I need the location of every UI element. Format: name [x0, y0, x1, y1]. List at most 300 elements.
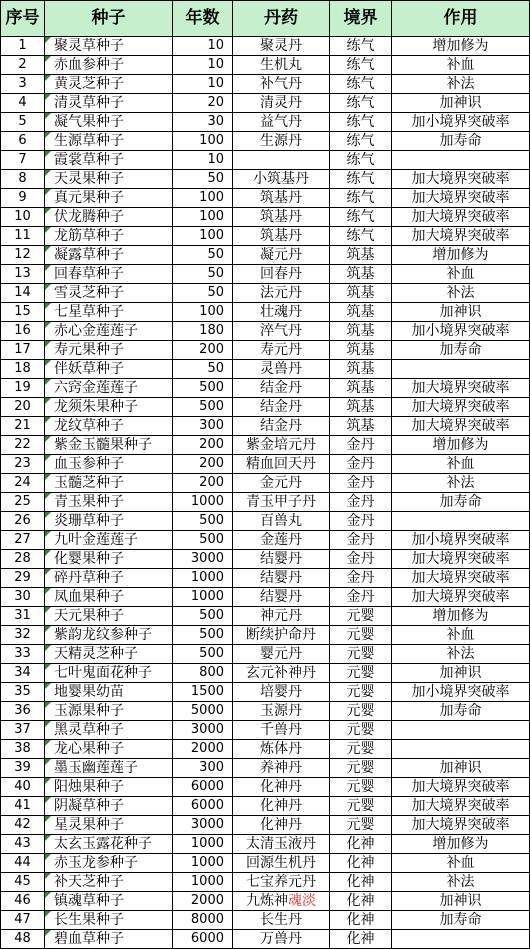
cell-effect[interactable]: 加大境界突破率: [392, 379, 530, 398]
cell-pill[interactable]: 结金丹: [233, 417, 330, 436]
cell-effect[interactable]: 加大境界突破率: [392, 208, 530, 227]
cell-no[interactable]: 48: [1, 930, 45, 949]
cell-realm[interactable]: 化神: [330, 930, 392, 949]
cell-effect[interactable]: 补法: [392, 645, 530, 664]
cell-effect[interactable]: 增加修为: [392, 37, 530, 56]
cell-realm[interactable]: 元婴: [330, 816, 392, 835]
cell-seed[interactable]: 碧血草种子: [45, 930, 173, 949]
cell-seed[interactable]: 聚灵草种子: [45, 37, 173, 56]
cell-no[interactable]: 27: [1, 531, 45, 550]
cell-realm[interactable]: 金丹: [330, 531, 392, 550]
cell-no[interactable]: 5: [1, 113, 45, 132]
cell-pill[interactable]: 百兽丸: [233, 512, 330, 531]
cell-pill[interactable]: 神元丹: [233, 607, 330, 626]
cell-effect[interactable]: 补血: [392, 626, 530, 645]
cell-pill[interactable]: 金莲丹: [233, 531, 330, 550]
header-cell-effect[interactable]: 作用: [392, 1, 530, 37]
cell-years[interactable]: 100: [173, 208, 233, 227]
cell-pill[interactable]: 化神丹: [233, 778, 330, 797]
cell-years[interactable]: 50: [173, 360, 233, 379]
cell-seed[interactable]: 清灵草种子: [45, 94, 173, 113]
cell-seed[interactable]: 镇魂草种子: [45, 892, 173, 911]
cell-realm[interactable]: 金丹: [330, 569, 392, 588]
cell-effect[interactable]: [392, 740, 530, 759]
cell-effect[interactable]: 补血: [392, 265, 530, 284]
cell-years[interactable]: 1000: [173, 588, 233, 607]
cell-no[interactable]: 20: [1, 398, 45, 417]
cell-effect[interactable]: 加大境界突破率: [392, 550, 530, 569]
cell-years[interactable]: 500: [173, 645, 233, 664]
cell-years[interactable]: 500: [173, 607, 233, 626]
cell-seed[interactable]: 六窍金莲莲子: [45, 379, 173, 398]
cell-realm[interactable]: 金丹: [330, 512, 392, 531]
cell-years[interactable]: 200: [173, 436, 233, 455]
cell-no[interactable]: 10: [1, 208, 45, 227]
cell-years[interactable]: 180: [173, 322, 233, 341]
cell-realm[interactable]: 金丹: [330, 588, 392, 607]
cell-seed[interactable]: 天精灵芝种子: [45, 645, 173, 664]
cell-no[interactable]: 15: [1, 303, 45, 322]
cell-seed[interactable]: 血玉参种子: [45, 455, 173, 474]
cell-realm[interactable]: 练气: [330, 75, 392, 94]
header-cell-realm[interactable]: 境界: [330, 1, 392, 37]
cell-seed[interactable]: 阴凝草种子: [45, 797, 173, 816]
header-cell-seed[interactable]: 种子: [45, 1, 173, 37]
cell-pill[interactable]: 培婴丹: [233, 683, 330, 702]
cell-effect[interactable]: 加神识: [392, 94, 530, 113]
cell-effect[interactable]: 加寿命: [392, 702, 530, 721]
cell-pill[interactable]: [233, 151, 330, 170]
cell-seed[interactable]: 霞裳草种子: [45, 151, 173, 170]
cell-effect[interactable]: 加神识: [392, 303, 530, 322]
cell-no[interactable]: 1: [1, 37, 45, 56]
cell-realm[interactable]: 练气: [330, 56, 392, 75]
cell-seed[interactable]: 龙心果种子: [45, 740, 173, 759]
cell-seed[interactable]: 龙须朱果种子: [45, 398, 173, 417]
cell-years[interactable]: 6000: [173, 797, 233, 816]
cell-years[interactable]: 1000: [173, 854, 233, 873]
cell-note-marker: [45, 379, 51, 385]
cell-effect[interactable]: 加神识: [392, 664, 530, 683]
cell-years[interactable]: 30: [173, 113, 233, 132]
cell-pill[interactable]: 玉源丹: [233, 702, 330, 721]
cell-effect[interactable]: 补法: [392, 873, 530, 892]
cell-seed[interactable]: 炎珊草种子: [45, 512, 173, 531]
cell-effect[interactable]: 补血: [392, 455, 530, 474]
cell-years[interactable]: 300: [173, 417, 233, 436]
cell-seed[interactable]: 伴妖草种子: [45, 360, 173, 379]
cell-note-marker: [45, 436, 51, 442]
cell-effect[interactable]: [392, 930, 530, 949]
cell-pill[interactable]: 万兽丹: [233, 930, 330, 949]
cell-seed[interactable]: 黑灵草种子: [45, 721, 173, 740]
cell-no[interactable]: 39: [1, 759, 45, 778]
cell-pill[interactable]: 结金丹: [233, 398, 330, 417]
cell-seed[interactable]: 七叶鬼面花种子: [45, 664, 173, 683]
cell-no[interactable]: 12: [1, 246, 45, 265]
cell-realm[interactable]: 筑基: [330, 246, 392, 265]
cell-realm[interactable]: 练气: [330, 227, 392, 246]
cell-no[interactable]: 3: [1, 75, 45, 94]
cell-effect[interactable]: 增加修为: [392, 607, 530, 626]
cell-effect[interactable]: 加大境界突破率: [392, 417, 530, 436]
cell-realm[interactable]: 元婴: [330, 683, 392, 702]
cell-seed[interactable]: 青玉果种子: [45, 493, 173, 512]
cell-effect[interactable]: 增加修为: [392, 835, 530, 854]
cell-pill[interactable]: 炼体丹: [233, 740, 330, 759]
cell-pill[interactable]: 结婴丹: [233, 569, 330, 588]
cell-seed[interactable]: 碎丹草种子: [45, 569, 173, 588]
cell-pill[interactable]: 筑基丹: [233, 189, 330, 208]
cell-years[interactable]: 20: [173, 94, 233, 113]
cell-seed[interactable]: 赤心金莲莲子: [45, 322, 173, 341]
cell-no[interactable]: 35: [1, 683, 45, 702]
cell-years[interactable]: 6000: [173, 930, 233, 949]
cell-years[interactable]: 200: [173, 341, 233, 360]
cell-realm[interactable]: 元婴: [330, 721, 392, 740]
cell-seed[interactable]: 星灵果种子: [45, 816, 173, 835]
cell-seed[interactable]: 赤玉龙参种子: [45, 854, 173, 873]
cell-pill[interactable]: 结婴丹: [233, 550, 330, 569]
cell-effect[interactable]: 补血: [392, 56, 530, 75]
cell-no[interactable]: 31: [1, 607, 45, 626]
cell-no[interactable]: 30: [1, 588, 45, 607]
cell-no[interactable]: 13: [1, 265, 45, 284]
cell-years[interactable]: 500: [173, 379, 233, 398]
cell-realm[interactable]: 练气: [330, 37, 392, 56]
cell-years[interactable]: 1000: [173, 569, 233, 588]
cell-realm[interactable]: 练气: [330, 170, 392, 189]
cell-pill[interactable]: 淬气丹: [233, 322, 330, 341]
cell-realm[interactable]: 元婴: [330, 664, 392, 683]
cell-realm[interactable]: 练气: [330, 94, 392, 113]
cell-seed[interactable]: 龙筋草种子: [45, 227, 173, 246]
cell-pill[interactable]: 结婴丹: [233, 588, 330, 607]
cell-pill[interactable]: 筑基丹: [233, 227, 330, 246]
cell-seed[interactable]: 寿元果种子: [45, 341, 173, 360]
cell-realm[interactable]: 化神: [330, 835, 392, 854]
cell-years[interactable]: 1500: [173, 683, 233, 702]
cell-years[interactable]: 2000: [173, 892, 233, 911]
cell-seed[interactable]: 天灵果种子: [45, 170, 173, 189]
cell-no[interactable]: 9: [1, 189, 45, 208]
cell-years[interactable]: 1000: [173, 835, 233, 854]
cell-no[interactable]: 24: [1, 474, 45, 493]
cell-pill[interactable]: 长生丹: [233, 911, 330, 930]
cell-years[interactable]: 1000: [173, 493, 233, 512]
cell-effect[interactable]: 补血: [392, 854, 530, 873]
cell-years[interactable]: 200: [173, 455, 233, 474]
cell-effect[interactable]: [392, 512, 530, 531]
cell-realm[interactable]: 筑基: [330, 360, 392, 379]
cell-realm[interactable]: 练气: [330, 113, 392, 132]
cell-effect[interactable]: 加寿命: [392, 341, 530, 360]
cell-realm[interactable]: 筑基: [330, 398, 392, 417]
cell-seed[interactable]: 七星草种子: [45, 303, 173, 322]
cell-years[interactable]: 100: [173, 303, 233, 322]
cell-no[interactable]: 18: [1, 360, 45, 379]
cell-realm[interactable]: 筑基: [330, 322, 392, 341]
cell-no[interactable]: 25: [1, 493, 45, 512]
cell-pill[interactable]: 结金丹: [233, 379, 330, 398]
cell-years[interactable]: 3000: [173, 816, 233, 835]
cell-effect[interactable]: 补法: [392, 75, 530, 94]
table-row: [1, 626, 530, 645]
cell-years[interactable]: 2000: [173, 740, 233, 759]
cell-effect[interactable]: 加小境界突破率: [392, 683, 530, 702]
cell-no[interactable]: 23: [1, 455, 45, 474]
cell-realm[interactable]: 金丹: [330, 455, 392, 474]
cell-seed[interactable]: 凝露草种子: [45, 246, 173, 265]
cell-years[interactable]: 100: [173, 227, 233, 246]
cell-realm[interactable]: 筑基: [330, 379, 392, 398]
cell-pill[interactable]: 寿元丹: [233, 341, 330, 360]
cell-realm[interactable]: 练气: [330, 208, 392, 227]
cell-seed[interactable]: 化婴果种子: [45, 550, 173, 569]
cell-realm[interactable]: 元婴: [330, 740, 392, 759]
cell-seed[interactable]: 玉髓芝种子: [45, 474, 173, 493]
cell-seed[interactable]: 补天芝种子: [45, 873, 173, 892]
cell-no[interactable]: 46: [1, 892, 45, 911]
cell-pill[interactable]: 太清玉液丹: [233, 835, 330, 854]
cell-no[interactable]: 7: [1, 151, 45, 170]
cell-realm[interactable]: 元婴: [330, 759, 392, 778]
cell-effect[interactable]: 加神识: [392, 892, 530, 911]
cell-realm[interactable]: 元婴: [330, 626, 392, 645]
cell-years[interactable]: 8000: [173, 911, 233, 930]
cell-realm[interactable]: 筑基: [330, 265, 392, 284]
cell-years[interactable]: 800: [173, 664, 233, 683]
cell-no[interactable]: 17: [1, 341, 45, 360]
cell-pill[interactable]: 聚灵丹: [233, 37, 330, 56]
cell-effect[interactable]: [392, 151, 530, 170]
cell-realm[interactable]: 筑基: [330, 341, 392, 360]
header-cell-no[interactable]: 序号: [1, 1, 45, 37]
cell-no[interactable]: 4: [1, 94, 45, 113]
cell-pill[interactable]: 凝元丹: [233, 246, 330, 265]
cell-years[interactable]: 10: [173, 56, 233, 75]
cell-years[interactable]: 500: [173, 531, 233, 550]
cell-no[interactable]: 19: [1, 379, 45, 398]
cell-realm[interactable]: 元婴: [330, 607, 392, 626]
cell-seed[interactable]: 伏龙腾种子: [45, 208, 173, 227]
cell-no[interactable]: 2: [1, 56, 45, 75]
cell-pill[interactable]: 补气丹: [233, 75, 330, 94]
cell-effect[interactable]: 加小境界突破率: [392, 322, 530, 341]
cell-effect[interactable]: 加寿命: [392, 132, 530, 151]
cell-realm[interactable]: 金丹: [330, 474, 392, 493]
cell-years[interactable]: 5000: [173, 702, 233, 721]
cell-realm[interactable]: 化神: [330, 873, 392, 892]
cell-seed[interactable]: 紫金玉髓果种子: [45, 436, 173, 455]
cell-years[interactable]: 100: [173, 189, 233, 208]
cell-pill[interactable]: 九炼神魂淡: [233, 892, 330, 911]
cell-years[interactable]: 1000: [173, 873, 233, 892]
cell-seed[interactable]: 凤血果种子: [45, 588, 173, 607]
cell-realm[interactable]: 筑基: [330, 303, 392, 322]
cell-effect[interactable]: 加大境界突破率: [392, 170, 530, 189]
cell-realm[interactable]: 练气: [330, 132, 392, 151]
cell-no[interactable]: 32: [1, 626, 45, 645]
cell-realm[interactable]: 金丹: [330, 436, 392, 455]
cell-effect[interactable]: [392, 360, 530, 379]
cell-pill[interactable]: 益气丹: [233, 113, 330, 132]
cell-seed[interactable]: 龙纹草种子: [45, 417, 173, 436]
cell-pill[interactable]: 养神丹: [233, 759, 330, 778]
cell-pill[interactable]: 断续护命丹: [233, 626, 330, 645]
cell-no[interactable]: 42: [1, 816, 45, 835]
cell-no[interactable]: 45: [1, 873, 45, 892]
cell-no[interactable]: 6: [1, 132, 45, 151]
cell-pill[interactable]: 灵兽丹: [233, 360, 330, 379]
cell-years[interactable]: 500: [173, 512, 233, 531]
cell-effect[interactable]: 加大境界突破率: [392, 797, 530, 816]
cell-effect[interactable]: 加神识: [392, 759, 530, 778]
cell-pill[interactable]: 化神丹: [233, 797, 330, 816]
header-cell-pill[interactable]: 丹药: [233, 1, 330, 37]
cell-years[interactable]: 50: [173, 170, 233, 189]
cell-seed[interactable]: 玉源果种子: [45, 702, 173, 721]
cell-pill[interactable]: 小筑基丹: [233, 170, 330, 189]
cell-realm[interactable]: 金丹: [330, 550, 392, 569]
cell-realm[interactable]: 练气: [330, 151, 392, 170]
cell-years[interactable]: 10: [173, 75, 233, 94]
cell-years[interactable]: 3000: [173, 721, 233, 740]
cell-pill[interactable]: 筑基丹: [233, 208, 330, 227]
cell-pill[interactable]: 玄元补神丹: [233, 664, 330, 683]
cell-no[interactable]: 28: [1, 550, 45, 569]
cell-years[interactable]: 6000: [173, 778, 233, 797]
cell-pill[interactable]: 清灵丹: [233, 94, 330, 113]
cell-seed[interactable]: 九叶金莲莲子: [45, 531, 173, 550]
cell-no[interactable]: 37: [1, 721, 45, 740]
cell-seed[interactable]: 生源草种子: [45, 132, 173, 151]
cell-seed[interactable]: 天元果种子: [45, 607, 173, 626]
cell-seed[interactable]: 赤血参种子: [45, 56, 173, 75]
cell-no[interactable]: 29: [1, 569, 45, 588]
cell-realm[interactable]: 金丹: [330, 493, 392, 512]
cell-realm[interactable]: 元婴: [330, 797, 392, 816]
cell-pill[interactable]: 回春丹: [233, 265, 330, 284]
cell-years[interactable]: 200: [173, 474, 233, 493]
cell-years[interactable]: 3000: [173, 550, 233, 569]
cell-seed[interactable]: 雪灵芝种子: [45, 284, 173, 303]
cell-seed[interactable]: 真元果种子: [45, 189, 173, 208]
cell-no[interactable]: 21: [1, 417, 45, 436]
cell-years[interactable]: 10: [173, 37, 233, 56]
cell-pill[interactable]: 紫金培元丹: [233, 436, 330, 455]
cell-pill[interactable]: 七宝养元丹: [233, 873, 330, 892]
cell-realm[interactable]: 元婴: [330, 645, 392, 664]
cell-effect[interactable]: 加大境界突破率: [392, 778, 530, 797]
cell-pill[interactable]: 回源生机丹: [233, 854, 330, 873]
cell-pill[interactable]: 精血回天丹: [233, 455, 330, 474]
cell-no[interactable]: 40: [1, 778, 45, 797]
cell-pill[interactable]: 金元丹: [233, 474, 330, 493]
cell-seed[interactable]: 黄灵芝种子: [45, 75, 173, 94]
cell-no[interactable]: 11: [1, 227, 45, 246]
cell-seed[interactable]: 凝气果种子: [45, 113, 173, 132]
cell-no[interactable]: 22: [1, 436, 45, 455]
cell-pill[interactable]: 壮魂丹: [233, 303, 330, 322]
cell-no[interactable]: 38: [1, 740, 45, 759]
cell-effect[interactable]: 加寿命: [392, 493, 530, 512]
cell-no[interactable]: 36: [1, 702, 45, 721]
cell-no[interactable]: 8: [1, 170, 45, 189]
cell-years[interactable]: 50: [173, 265, 233, 284]
cell-realm[interactable]: 练气: [330, 189, 392, 208]
cell-years[interactable]: 50: [173, 284, 233, 303]
cell-effect[interactable]: 加大境界突破率: [392, 189, 530, 208]
cell-pill[interactable]: 青玉甲子丹: [233, 493, 330, 512]
cell-no[interactable]: 33: [1, 645, 45, 664]
cell-realm[interactable]: 化神: [330, 854, 392, 873]
cell-seed[interactable]: 太玄玉露花种子: [45, 835, 173, 854]
cell-effect[interactable]: [392, 721, 530, 740]
cell-effect[interactable]: 补法: [392, 284, 530, 303]
cell-pill[interactable]: 生机丸: [233, 56, 330, 75]
cell-realm[interactable]: 筑基: [330, 284, 392, 303]
cell-seed[interactable]: 回春草种子: [45, 265, 173, 284]
cell-pill[interactable]: 化神丹: [233, 816, 330, 835]
cell-pill[interactable]: 法元丹: [233, 284, 330, 303]
cell-effect[interactable]: 加小境界突破率: [392, 113, 530, 132]
cell-realm[interactable]: 元婴: [330, 778, 392, 797]
cell-effect[interactable]: 增加修为: [392, 436, 530, 455]
cell-effect[interactable]: 加大境界突破率: [392, 398, 530, 417]
cell-years[interactable]: 100: [173, 132, 233, 151]
table-row: [1, 607, 530, 626]
cell-seed[interactable]: 紫韵龙纹参种子: [45, 626, 173, 645]
cell-pill[interactable]: 千兽丹: [233, 721, 330, 740]
cell-effect[interactable]: 加大境界突破率: [392, 588, 530, 607]
cell-no[interactable]: 14: [1, 284, 45, 303]
cell-years[interactable]: 50: [173, 246, 233, 265]
cell-seed[interactable]: 墨玉幽莲莲子: [45, 759, 173, 778]
cell-realm[interactable]: 化神: [330, 911, 392, 930]
header-cell-years[interactable]: 年数: [173, 1, 233, 37]
cell-seed[interactable]: 阳烛果种子: [45, 778, 173, 797]
cell-realm[interactable]: 化神: [330, 892, 392, 911]
table-row: [1, 113, 530, 132]
cell-no[interactable]: 44: [1, 854, 45, 873]
cell-seed[interactable]: 长生果种子: [45, 911, 173, 930]
cell-no[interactable]: 41: [1, 797, 45, 816]
cell-realm[interactable]: 筑基: [330, 417, 392, 436]
cell-years[interactable]: 300: [173, 759, 233, 778]
cell-effect[interactable]: 增加修为: [392, 246, 530, 265]
cell-pill[interactable]: 生源丹: [233, 132, 330, 151]
cell-no[interactable]: 47: [1, 911, 45, 930]
cell-effect[interactable]: 补法: [392, 474, 530, 493]
cell-effect[interactable]: 加小境界突破率: [392, 531, 530, 550]
cell-effect[interactable]: 加寿命: [392, 911, 530, 930]
cell-no[interactable]: 26: [1, 512, 45, 531]
cell-years[interactable]: 500: [173, 398, 233, 417]
cell-pill[interactable]: 婴元丹: [233, 645, 330, 664]
cell-seed[interactable]: 地婴果幼苗: [45, 683, 173, 702]
cell-effect[interactable]: 加大境界突破率: [392, 569, 530, 588]
cell-no[interactable]: 43: [1, 835, 45, 854]
cell-effect[interactable]: 加大境界突破率: [392, 816, 530, 835]
cell-no[interactable]: 16: [1, 322, 45, 341]
cell-effect[interactable]: 加大境界突破率: [392, 227, 530, 246]
cell-note-marker: [45, 512, 51, 518]
cell-years[interactable]: 500: [173, 626, 233, 645]
cell-realm[interactable]: 元婴: [330, 702, 392, 721]
cell-no[interactable]: 34: [1, 664, 45, 683]
cell-years[interactable]: 10: [173, 151, 233, 170]
